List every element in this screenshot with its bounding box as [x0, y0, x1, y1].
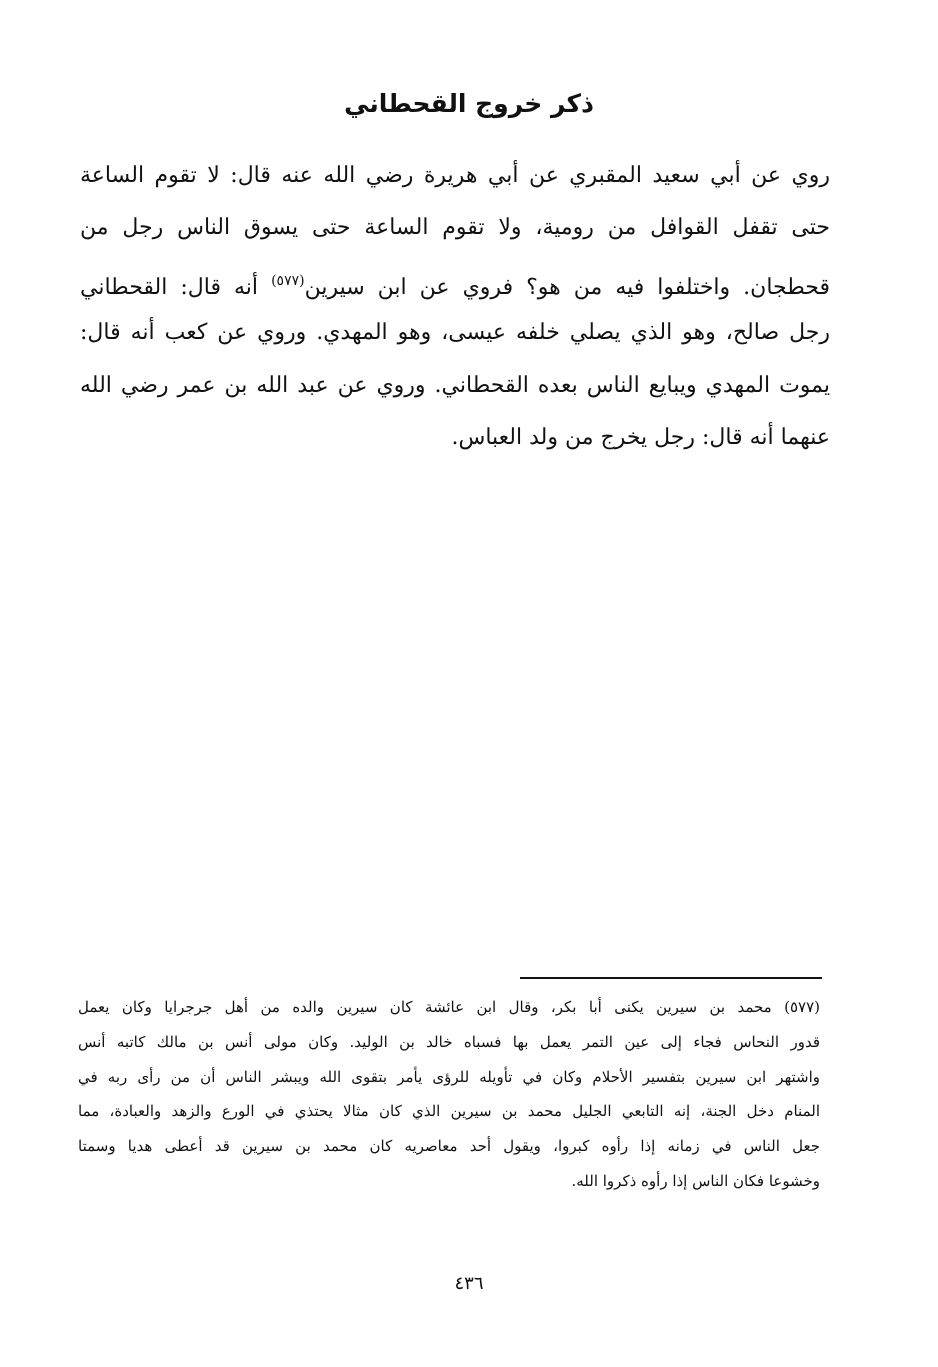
- page-number: ٤٣٦: [454, 1273, 484, 1294]
- body-line-3-end: أنه قال: القحطاني: [80, 274, 272, 300]
- footnote-line-5: جعل الناس في زمانه إذا رأوه كبروا، ويقول أحد معاصريه كان محمد بن سيرين قد أعطى هديا وسمتا: [78, 1137, 820, 1156]
- footnote-separator: [520, 977, 822, 979]
- footnote: [78, 990, 820, 1199]
- body-line-5: يموت المهدي ويبايع الناس بعده القحطاني. وروي عن عبد الله بن عمر رضي الله: [80, 372, 830, 398]
- footnote-line-1: (٥٧٧) محمد بن سيرين يكنى أبا بكر، وقال ابن عائشة كان سيرين والده من أهل جرجرايا وكان يعمل: [78, 998, 820, 1016]
- body-line-4: رجل صالح، وهو الذي يصلي خلفه عيسى، وهو المهدي. وروي عن كعب أنه قال:: [80, 320, 830, 346]
- footnote-line-4: المنام دخل الجنة، إنه التابعي الجليل محمد بن سيرين الذي كان مثالا يحتذي في الورع والزهد والعبادة، مما: [78, 1102, 820, 1121]
- page-title: ذكر خروج القحطاني: [344, 89, 594, 118]
- body-line-6: عنهما أنه قال: رجل يخرج من ولد العباس.: [451, 424, 830, 450]
- body-line-3: [80, 255, 830, 307]
- footnote-line-2: قدور النحاس فجاء إلى عين التمر يعمل بها فسباه خالد بن الوليد. وكان مولى أنس بن مالك كاتبه أنس: [78, 1032, 820, 1051]
- footnote-line-6: وخشوعا فكان الناس إذا رأوه ذكروا الله.: [571, 1171, 820, 1190]
- body-line-3-start: قحطجان. واختلفوا فيه من هو؟ فروي عن ابن سيرين: [304, 274, 830, 300]
- body-line-1: روي عن أبي سعيد المقبري عن أبي هريرة رضي الله عنه قال: لا تقوم الساعة: [80, 163, 830, 188]
- footnote-reference[interactable]: (٥٧٧): [271, 272, 305, 289]
- body-line-2: حتى تقفل القوافل من رومية، ولا تقوم الساعة حتى يسوق الناس رجل من: [80, 215, 830, 241]
- footnote-line-3: واشتهر ابن سيرين بتفسير الأحلام وكان في تأويله للرؤى يأمر بتقوى الله ويبشر الناس أن من رأى ربه في: [78, 1067, 820, 1086]
- main-text: [80, 150, 830, 464]
